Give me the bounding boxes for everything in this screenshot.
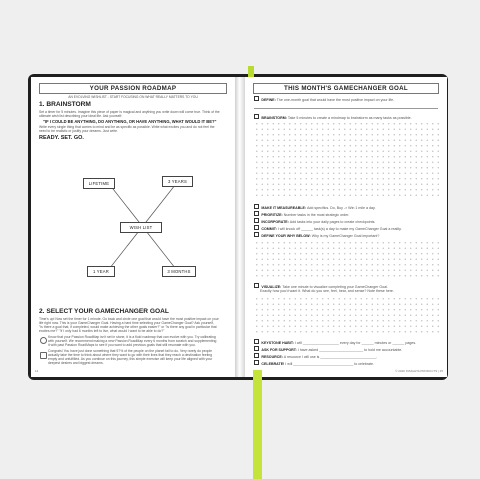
checklist-item (254, 204, 375, 210)
checklist-checkbox[interactable] (254, 211, 259, 216)
visualize-row (254, 283, 388, 289)
checklist-text: Add specifics. Do, Buy -> Win 1 mile a day. (306, 205, 376, 210)
keystone-checkbox[interactable] (254, 339, 259, 344)
congrats-line: actually take the time to think about where they want to go with their lives that they reach a destination feeling (48, 353, 212, 357)
support-checkbox[interactable] (254, 346, 259, 351)
checklist-label: PRIORITIZE: (261, 212, 283, 217)
visualize-dot-grid[interactable] (254, 296, 440, 334)
brainstorm-intro-line: ultimate wish list describing your ideal life. Ask yourself: (39, 114, 123, 118)
roadmap-note-line: Know that your Passion RoadMap isn't set in stone, it is a fluid roadmap that can evolve with you. Try calibrating (48, 335, 216, 339)
brainstorm-dot-grid[interactable] (254, 121, 440, 199)
page-subtitle: AN EVOLVING WISHLIST - START FOCUSING ON WHAT REALLY MATTERS TO YOU (68, 95, 198, 99)
resource-label: RESOURCE: (261, 354, 283, 359)
page-title: YOUR PASSION ROADMAP (39, 83, 227, 94)
checklist-label: INCORPORATE: (261, 219, 289, 224)
brainstorm-row (254, 114, 412, 120)
left-page (31, 77, 235, 377)
brainstorm-checkbox[interactable] (254, 114, 259, 119)
visualize-text-line: Exactly how you'd want it. What do you see, feel, hear, and sense? Note these here. (260, 289, 394, 293)
define-answer-line (254, 108, 438, 109)
define-row (254, 96, 394, 102)
resource-text: A resource I will use is ____________________________. (283, 354, 378, 359)
roadmap-note-line: with yourself. We recommend making a new Passion RoadMap every 6 months from scratch and supplementing (48, 339, 217, 343)
checklist-text: Add tasks into your daily pages to create checkpoints. (289, 219, 376, 224)
checklist-item (254, 225, 402, 231)
celebrate-text: I will ______________________________ to celebrate. (285, 361, 375, 366)
mindmap-node-1-year: 1 YEAR (87, 266, 115, 277)
congrats-line: deepest desires and biggest dreams. (48, 361, 104, 365)
brainstorm-question: "IF I COULD BE ANYTHING, DO ANYTHING, OR HAVE ANYTHING, WHAT WOULD IT BE?" (43, 119, 217, 124)
checklist-item (254, 211, 349, 217)
checklist-item (254, 218, 375, 224)
define-label: DEFINE: (261, 97, 276, 102)
checklist-text: I will knock off ______ task(s) a day to make my GameChanger Goal a reality. (277, 226, 402, 231)
checklist-checkbox[interactable] (254, 218, 259, 223)
ready-set-go: READY. SET. GO. (39, 135, 84, 141)
page-footer: © 2020 INSIGHTA PRODUCTS | 15 (395, 369, 443, 373)
select-goal-paragraph-line: Time's up! Now set the timer for 1 minute. Go back and circle one goal that would have the most positive impact on your (39, 317, 219, 321)
mindmap-node-3-months: 3 MONTHS (162, 266, 196, 277)
select-goal-paragraph-line: "Is there a goal that, if completed, would make achieving the other goals easier?" or "Is there any goal in particular that (39, 325, 217, 329)
keystone-text: I will __________________ every day for ______ minutes or ______ pages. (294, 340, 417, 345)
checklist-checkbox[interactable] (254, 225, 259, 230)
visualize-text: Take one minute to visualize completing your GameChanger Goal. (282, 284, 388, 289)
congrats-line: empty and unfulfilled. As you continue on this journey, this simple exercise will keep your life aligned with your (48, 357, 213, 361)
right-page (245, 77, 447, 377)
checklist-text: Why is my GameChanger Goal important? (311, 233, 380, 238)
select-goal-heading: 2. SELECT YOUR GAMECHANGER GOAL (39, 308, 169, 315)
select-goal-paragraph-line: excites me?" "If I only had 6 months left to live, what would I want to be able to do?" (39, 329, 165, 333)
support-text: I have asked ______________________ to hold me accountable. (297, 347, 403, 352)
resource-row (254, 353, 377, 359)
celebrate-checkbox[interactable] (254, 360, 259, 365)
brainstorm-instruction-line: Write every single thing that comes to mind and be as specific as possible. Write what excites you and do not feel the (39, 125, 215, 129)
visualize-label: VISUALIZE: (261, 284, 282, 289)
brainstorm-text: Take 5 minutes to create a mindmap to brainstorm as many tasks as possible. (287, 115, 412, 120)
support-row (254, 346, 402, 352)
resource-checkbox[interactable] (254, 353, 259, 358)
select-goal-paragraph-line: life right now. This is your GameChanger Goal. Having a hard time selecting your GameChanger Goal? Ask yourself, (39, 321, 214, 325)
celebrate-label: CELEBRATE! (261, 361, 285, 366)
brainstorm-intro-line: Set a timer for 5 minutes. Imagine this piece of paper is magical and anything you write down will come true. Think of the (39, 110, 220, 114)
trophy-icon (40, 352, 47, 359)
mindmap-node-3-years: 3 YEARS (162, 176, 193, 187)
page-title: THIS MONTH'S GAMECHANGER GOAL (253, 83, 439, 94)
define-checkbox[interactable] (254, 96, 259, 101)
book-gutter (235, 77, 245, 377)
brainstorm-instruction-line: need to be realistic or justify your dreams. Just write. (39, 129, 118, 133)
checklist-label: COMMIT: (261, 226, 277, 231)
why-dot-grid[interactable] (254, 240, 440, 278)
mindmap-node-lifetime: LIFETIME (83, 178, 115, 189)
visualize-checkbox[interactable] (254, 283, 259, 288)
roadmap-icon (40, 337, 47, 344)
mindmap-node-wish-list: WISH LIST (120, 222, 162, 233)
checklist-label: MAKE IT MEASUREABLE: (261, 205, 307, 210)
bookmark-ribbon (253, 370, 262, 479)
checklist-checkbox[interactable] (254, 204, 259, 209)
checklist-checkbox[interactable] (254, 232, 259, 237)
checklist-item (254, 232, 379, 238)
congrats-line: Congrats! You have just done something that 97% of the people on the planet fail to do. Very rarely do people (48, 349, 212, 353)
support-label: ASK FOR SUPPORT: (261, 347, 297, 352)
brainstorm-label: BRAINSTORM: (261, 115, 287, 120)
celebrate-row (254, 360, 374, 366)
roadmap-note-line: it with past Passion RoadMaps to see if you want to add previous goals that still resonate with you. (48, 343, 196, 347)
brainstorm-heading: 1. BRAINSTORM (39, 101, 91, 108)
keystone-label: KEYSTONE HABIT: (261, 340, 294, 345)
checklist-text: Number tasks in the most strategic order. (283, 212, 350, 217)
keystone-habit-row (254, 339, 416, 345)
page-number: 14 (35, 369, 39, 373)
checklist-label: DEFINE YOUR WHY BELOW: (261, 233, 311, 238)
define-text: The one-month goal that would have the most positive impact on your life. (276, 97, 395, 102)
